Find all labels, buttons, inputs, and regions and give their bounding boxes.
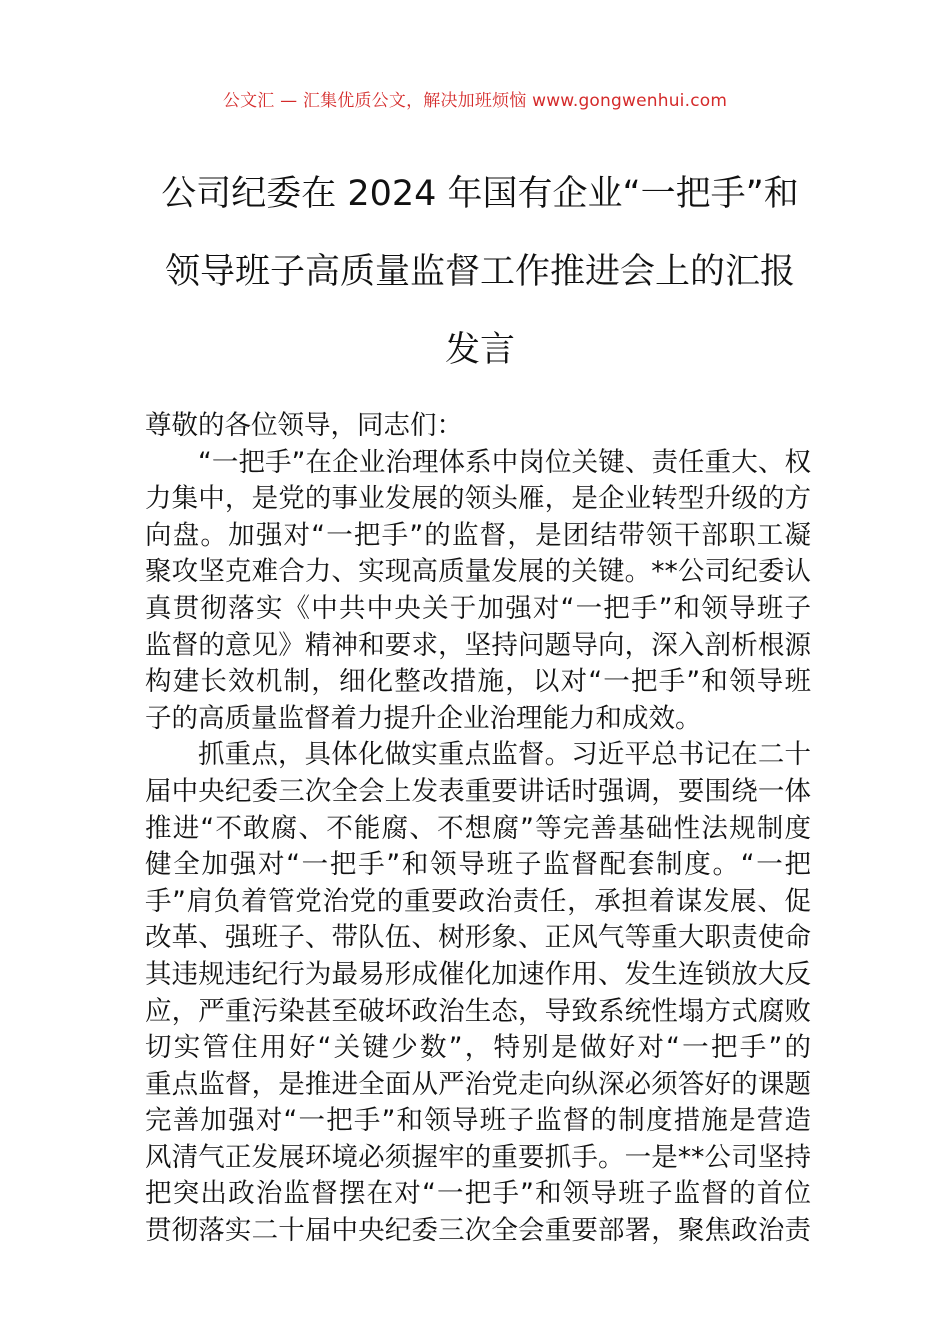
text-line: 应，严重污染甚至破坏政治生态，导致系统性塌方式腐败 (145, 995, 811, 1027)
text-line: 推进“不敢腐、不能腐、不想腐”等完善基础性法规制度 (145, 812, 811, 844)
text-line: 力集中，是党的事业发展的领头雁，是企业转型升级的方 (145, 483, 811, 515)
text-line: 贯彻落实二十届中央纪委三次全会重要部署，聚焦政治责 (145, 1215, 811, 1247)
text-line: “一把手”在企业治理体系中岗位关键、责任重大、权 (198, 446, 811, 478)
paragraph-2 (145, 737, 811, 1249)
title-line: 发言 (444, 330, 515, 370)
text-line: 改革、强班子、带队伍、树形象、正风气等重大职责使命 (145, 922, 811, 954)
text-line: 风清气正发展环境必须握牢的重要抓手。一是**公司坚持 (145, 1141, 811, 1173)
title-line: 公司纪委在 2024 年国有企业“一把手”和 (161, 174, 799, 214)
text-line: 届中央纪委三次全会上发表重要讲话时强调，要围绕一体 (145, 775, 811, 807)
title-line: 领导班子高质量监督工作推进会上的汇报 (164, 252, 795, 292)
text-line: 抓重点，具体化做实重点监督。习近平总书记在二十 (198, 739, 811, 771)
text-line: 完善加强对“一把手”和领导班子监督的制度措施是营造 (145, 1105, 811, 1137)
salutation: 尊敬的各位领导，同志们： (145, 410, 463, 441)
document-title (145, 155, 815, 389)
text-line: 切实管住用好“关键少数”，特别是做好对“一把手”的 (145, 1032, 811, 1064)
paragraph-1 (145, 445, 811, 738)
text-line: 重点监督，是推进全面从严治党走向纵深必须答好的课题 (145, 1068, 811, 1100)
text-line: 真贯彻落实《中共中央关于加强对“一把手”和领导班子 (145, 592, 811, 624)
watermark-banner: 公文汇 — 汇集优质公文，解决加班烦恼 www.gongwenhui.com (222, 91, 728, 111)
text-line: 构建长效机制，细化整改措施，以对“一把手”和领导班 (145, 666, 811, 698)
text-line: 聚攻坚克难合力、实现高质量发展的关键。**公司纪委认 (145, 556, 811, 588)
document-body (145, 408, 811, 1250)
text-line: 向盘。加强对“一把手”的监督，是团结带领干部职工凝 (145, 519, 811, 551)
text-line: 监督的意见》精神和要求，坚持问题导向，深入剖析根源 (145, 629, 811, 661)
text-line: 健全加强对“一把手”和领导班子监督配套制度。“一把 (145, 849, 811, 881)
text-line: 子的高质量监督着力提升企业治理能力和成效。 (145, 702, 702, 734)
text-line: 其违规违纪行为最易形成催化加速作用、发生连锁放大反 (145, 958, 811, 990)
text-line: 手”肩负着管党治党的重要政治责任，承担着谋发展、促 (145, 885, 811, 917)
text-line: 把突出政治监督摆在对“一把手”和领导班子监督的首位 (145, 1178, 811, 1210)
